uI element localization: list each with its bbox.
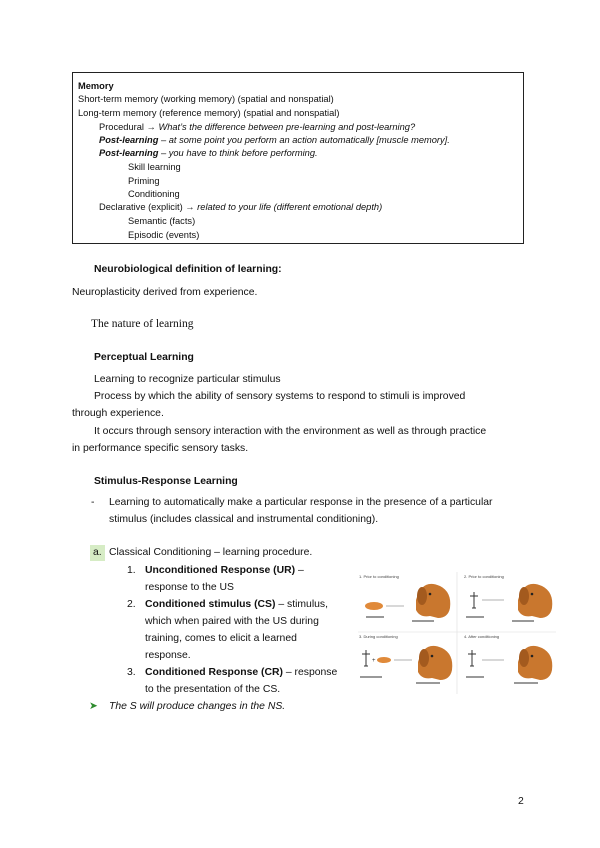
stimulus-bullet-a: Learning to automatically make a particular response in the presence of a particular [109, 497, 493, 508]
procedural-label: Procedural → [99, 122, 159, 132]
item-2-line-3: training, comes to elicit a learned [145, 633, 297, 644]
item-1-line-2: response to the US [145, 582, 234, 593]
food-icon [365, 602, 383, 610]
post-learning-label-2: Post-learning [99, 148, 159, 158]
episodic: Episodic (events) [128, 230, 200, 240]
post-learning-line-2 [99, 147, 318, 161]
semantic: Semantic (facts) [128, 216, 196, 226]
perceptual-line-1: Learning to recognize particular stimulus [94, 374, 281, 385]
item-1-line-1 [145, 563, 304, 579]
item-1-number: 1. [127, 565, 136, 576]
arrow-text: The S will produce changes in the NS. [109, 701, 286, 712]
declarative-line [99, 201, 382, 215]
long-term-line: Long-term memory (reference memory) (spatial and nonspatial) [78, 108, 340, 118]
item-2-rest: – stimulus, [275, 599, 328, 610]
item-3-rest: – response [282, 667, 338, 678]
post-learning-text-1: – at some point you perform an action automatically [muscle memory]. [158, 135, 450, 145]
classical-marker: a. [90, 545, 105, 561]
stimulus-bullet-b: stimulus (includes classical and instrumental conditioning). [109, 514, 379, 525]
short-term-line: Short-term memory (working memory) (spatial and nonspatial) [78, 94, 334, 104]
perceptual-line-3b: in performance specific sensory tasks. [72, 443, 249, 454]
panel-4-title: 4. After conditioning [464, 634, 500, 639]
item-2-term: Conditioned stimulus (CS) [145, 599, 276, 610]
post-learning-text-2: – you have to think before performing. [158, 148, 318, 158]
stimulus-heading: Stimulus-Response Learning [94, 476, 238, 487]
nature-heading: The nature of learning [91, 318, 194, 330]
post-learning-line-1 [99, 134, 450, 148]
perceptual-line-2a: Process by which the ability of sensory systems to respond to stimuli is improved [94, 391, 466, 402]
memory-title: Memory [78, 81, 114, 91]
perceptual-heading: Perceptual Learning [94, 352, 194, 363]
panel-2-title: 2. Prior to conditioning [464, 574, 504, 579]
item-3-line-1 [145, 665, 337, 681]
classical-conditioning-figure [356, 570, 558, 696]
declarative-text: related to your life (different emotional depth) [197, 202, 383, 212]
item-1-rest: – [295, 565, 304, 576]
neuro-heading: Neurobiological definition of learning: [94, 264, 282, 275]
perceptual-line-2b: through experience. [72, 408, 164, 419]
item-3-line-2: to the presentation of the CS. [145, 684, 281, 695]
procedural-question: What’s the difference between pre-learning and post-learning? [158, 122, 416, 132]
classical-label: Classical Conditioning – learning procedure. [109, 547, 313, 558]
item-3-term: Conditioned Response (CR) [145, 667, 283, 678]
svg-text:+: + [372, 658, 376, 664]
procedural-line [99, 121, 415, 135]
post-learning-label-1: Post-learning [99, 135, 159, 145]
neuro-text: Neuroplasticity derived from experience. [72, 287, 258, 298]
page-number: 2 [518, 796, 524, 807]
item-1-term: Unconditioned Response (UR) [145, 565, 296, 576]
food-icon [377, 657, 391, 663]
arrow-bullet-icon: ➤ [89, 701, 98, 712]
declarative-label: Declarative (explicit) → [99, 202, 198, 212]
item-2-line-2: which when paired with the US during [145, 616, 319, 627]
panel-3-title: 3. During conditioning [359, 634, 398, 639]
item-2-line-1 [145, 597, 328, 613]
perceptual-line-3a: It occurs through sensory interaction with the environment as well as through practice [94, 426, 487, 437]
item-2-line-4: response. [145, 650, 191, 661]
priming: Priming [128, 176, 160, 186]
panel-1-title: 1. Prior to conditioning [359, 574, 399, 579]
conditioning: Conditioning [128, 189, 180, 199]
bullet-marker: - [91, 497, 95, 508]
skill-learning: Skill learning [128, 162, 181, 172]
item-2-number: 2. [127, 599, 136, 610]
item-3-number: 3. [127, 667, 136, 678]
